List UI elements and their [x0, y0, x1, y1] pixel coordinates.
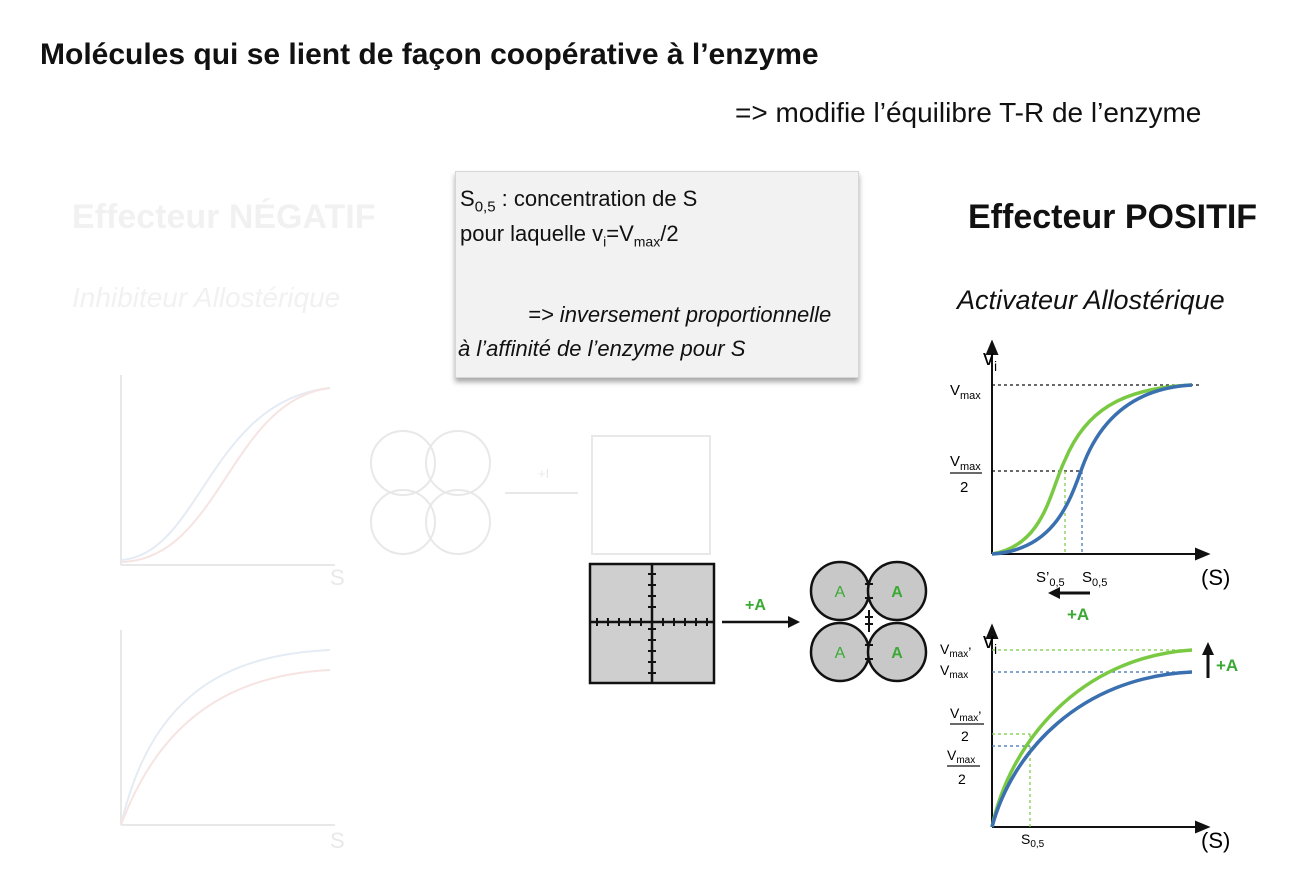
definition-text-2b: i [603, 233, 607, 250]
definition-text-1: : concentration de S [495, 186, 698, 211]
definition-line-3: => inversement proportionnelle [528, 302, 832, 327]
chart2-shift-label: +A [1216, 656, 1239, 675]
neg-chart2-x-label: S [330, 828, 345, 853]
chart1-x-label: (S) [1201, 565, 1231, 590]
definition-text-2d: max [633, 233, 661, 250]
chart2-half-vmax-p-num: $V_{max}$’ [950, 705, 982, 724]
positive-chart-1 [930, 340, 1270, 630]
subunit-label-3: A [834, 645, 846, 662]
definition-text-2c: =V [606, 221, 634, 246]
subunit-label-1: A [834, 584, 846, 601]
chart2-half-vmax-p-den: 2 [961, 728, 969, 744]
chart1-native-curve [992, 385, 1192, 554]
activation-arrow-label: +A [745, 597, 766, 614]
negative-arrow-label: +I [538, 466, 550, 481]
positive-effector-subtitle: Activateur Allostérique [957, 285, 1225, 315]
tetramer-diagram [585, 560, 945, 690]
negative-effector-subtitle: Inhibiteur Allostérique [72, 282, 341, 313]
definition-line-4: à l’affinité de l’enzyme pour S [458, 336, 746, 361]
up-arrow-icon [1202, 642, 1214, 655]
chart1-half-vmax-num: $V_{max}$ [950, 453, 981, 473]
chart1-vmax-label: $V_{max}$ [950, 382, 981, 402]
positive-effector-title: Effecteur POSITIF [968, 198, 1258, 236]
negative-effector-title: Effecteur NÉGATIF [72, 198, 376, 236]
arrow-head-icon [788, 616, 800, 628]
chart1-half-vmax-den: 2 [960, 479, 969, 496]
chart2-half-vmax-den: 2 [958, 771, 966, 787]
chart1-shift-label: +A [1067, 605, 1090, 624]
chart2-y-label: $v_i$ [983, 628, 998, 657]
chart2-vmax-label: $V_{max}$ [940, 662, 969, 681]
subunit-label-2: A [891, 584, 903, 601]
subunit-label-4: A [891, 645, 903, 662]
chart1-s05-label: $S_{0,5}$ [1082, 569, 1108, 589]
chart1-s05p-label: $S’_{0,5}$ [1036, 569, 1065, 589]
s05-subscript: 0,5 [474, 198, 496, 216]
positive-chart-2 [930, 622, 1270, 862]
page-subtitle: => modifie l’équilibre T-R de l’enzyme [735, 97, 1202, 128]
page-title: Molécules qui se lient de façon coopérative à l’enzyme [40, 38, 819, 71]
neg-chart1-x-label: S [330, 565, 345, 590]
definition-text-2a: pour laquelle v [460, 221, 604, 246]
chart2-x-label: (S) [1201, 828, 1231, 853]
chart2-s05-label: $S_{0,5}$ [1021, 831, 1045, 850]
s05-symbol: S [460, 186, 475, 211]
chart1-y-label: $v_i$ [983, 345, 998, 374]
chart1-activated-curve [992, 385, 1192, 554]
chart2-vmax-p-label: $V_{max}$’ [940, 641, 972, 660]
definition-text-2e: /2 [660, 221, 679, 246]
chart2-half-vmax-num: $V_{max}$ [947, 747, 976, 766]
